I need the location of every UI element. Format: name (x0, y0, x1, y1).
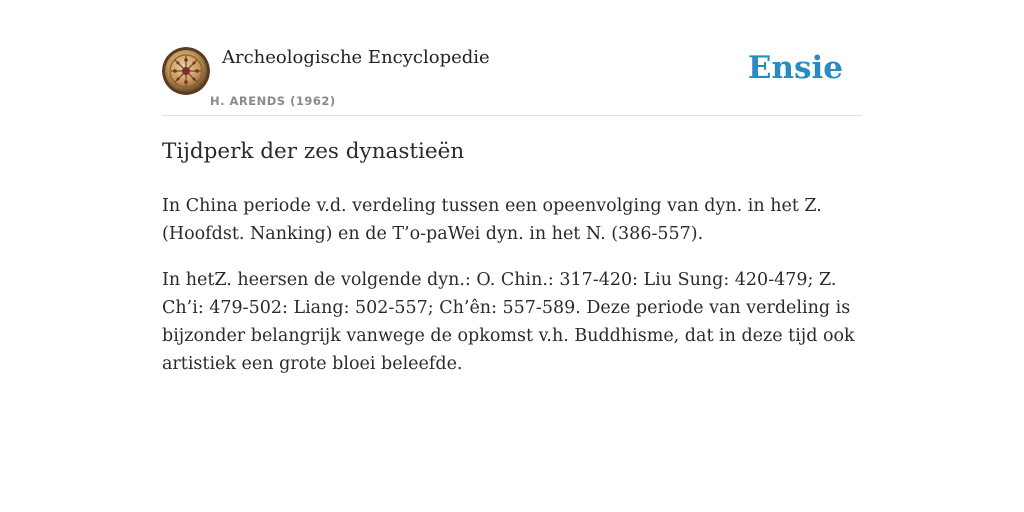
book-author: H. ARENDS (1962) (210, 94, 336, 108)
book-title[interactable]: Archeologische Encyclopedie (222, 47, 490, 68)
page-header (162, 44, 862, 116)
archaeological-coin-icon[interactable] (162, 47, 210, 95)
entry-paragraph: In China periode v.d. verdeling tussen een opeenvolging van dyn. in het Z. (Hoofdst. Nanking) en de T’o-paWei dyn. in het N. (386-557). (162, 196, 822, 244)
brand-logo[interactable]: Ensie (747, 50, 843, 86)
entry-title: Tijdperk der zes dynastieën (162, 139, 465, 164)
entry-paragraph: In hetZ. heersen de volgende dyn.: O. Chin.: 317-420: Liu Sung: 420-479; Z. Ch’i: 479-502: Liang: 502-557; Ch’ên: 557-589. Deze periode van verdeling is bijzonder belangrijk vanwege de opkomst v.h. Buddhisme, dat in deze tijd ook artistiek een grote bloei beleefde. (162, 270, 855, 374)
entry-body (162, 192, 862, 396)
